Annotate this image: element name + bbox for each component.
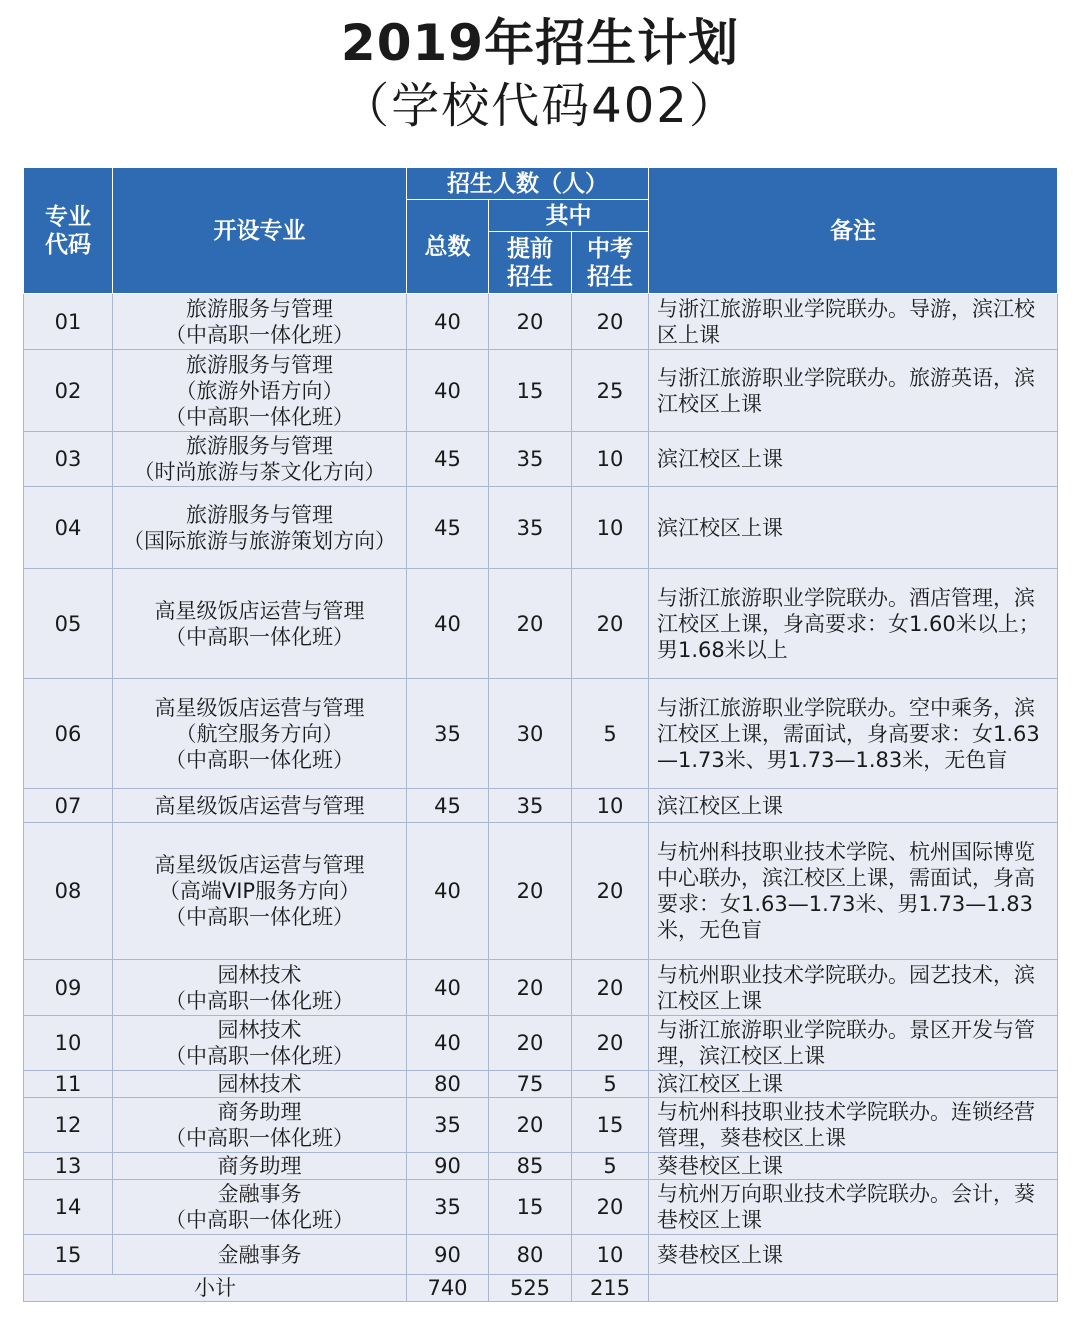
major-line: 金融事务 (217, 1242, 302, 1267)
table-row (24, 432, 1058, 487)
major-line: （中高职一体化班） (165, 747, 354, 772)
header-among: 其中 (489, 200, 649, 232)
code-cell: 11 (24, 1071, 113, 1098)
major-line: 旅游服务与管理 (186, 502, 333, 527)
major-line: 旅游服务与管理 (186, 352, 333, 377)
major-cell (113, 1235, 407, 1275)
major-cell (113, 350, 407, 432)
major-cell (113, 823, 407, 960)
major-cell (113, 432, 407, 487)
exam-cell: 10 (572, 487, 649, 569)
exam-cell: 5 (572, 1153, 649, 1180)
notes-cell: 滨江校区上课 (649, 789, 1058, 823)
notes-cell: 与杭州职业技术学院联办。园艺技术，滨江校区上课 (649, 960, 1058, 1016)
table-row (24, 569, 1058, 679)
total-cell: 40 (407, 960, 489, 1016)
notes-cell: 与杭州万向职业技术学院联办。会计，葵巷校区上课 (649, 1180, 1058, 1235)
early-cell: 20 (489, 1098, 572, 1153)
major-line: （高端VIP服务方向） (158, 879, 361, 903)
page-title: 2019年招生计划 (340, 14, 740, 72)
exam-cell: 5 (572, 679, 649, 789)
total-cell: 90 (407, 1235, 489, 1275)
table-row (24, 1180, 1058, 1235)
table-row (24, 823, 1058, 960)
total-cell: 40 (407, 294, 489, 350)
major-cell (113, 487, 407, 569)
table-row (24, 294, 1058, 350)
major-cell (113, 1071, 407, 1098)
subtotal-label: 小计 (24, 1275, 407, 1302)
total-cell: 40 (407, 1016, 489, 1071)
exam-cell: 10 (572, 432, 649, 487)
notes-cell: 滨江校区上课 (649, 487, 1058, 569)
major-line: 高星级饭店运营与管理 (154, 793, 365, 818)
table-row (24, 1071, 1058, 1098)
total-cell: 40 (407, 569, 489, 679)
table-row (24, 1098, 1058, 1153)
header-exam: 中考招生 (572, 232, 649, 294)
notes-cell: 与浙江旅游职业学院联办。酒店管理，滨江校区上课，身高要求：女1.60米以上；男1.68米以上 (649, 569, 1058, 679)
table-row (24, 1235, 1058, 1275)
header-notes: 备注 (649, 168, 1058, 294)
code-cell: 14 (24, 1180, 113, 1235)
total-cell: 80 (407, 1071, 489, 1098)
major-cell (113, 1016, 407, 1071)
early-cell: 20 (489, 1016, 572, 1071)
major-line: （航空服务方向） (175, 721, 344, 746)
notes-cell: 葵巷校区上课 (649, 1235, 1058, 1275)
notes-cell: 滨江校区上课 (649, 432, 1058, 487)
notes-cell: 与浙江旅游职业学院联办。景区开发与管理，滨江校区上课 (649, 1016, 1058, 1071)
code-cell: 03 (24, 432, 113, 487)
major-line: （中高职一体化班） (165, 624, 354, 649)
major-line: 旅游服务与管理 (186, 296, 333, 321)
code-cell: 07 (24, 789, 113, 823)
exam-cell: 20 (572, 1016, 649, 1071)
major-line: （国际旅游与旅游策划方向） (123, 528, 396, 553)
early-cell: 30 (489, 679, 572, 789)
early-cell: 80 (489, 1235, 572, 1275)
exam-cell: 20 (572, 1180, 649, 1235)
total-cell: 45 (407, 789, 489, 823)
total-cell: 35 (407, 1180, 489, 1235)
code-cell: 05 (24, 569, 113, 679)
subtotal-exam: 215 (572, 1275, 649, 1302)
table-row (24, 1153, 1058, 1180)
early-cell: 35 (489, 432, 572, 487)
major-line: （时尚旅游与茶文化方向） (133, 460, 386, 484)
code-cell: 10 (24, 1016, 113, 1071)
code-cell: 01 (24, 294, 113, 350)
notes-cell: 与杭州科技职业技术学院联办。连锁经营管理，葵巷校区上课 (649, 1098, 1058, 1153)
exam-cell: 20 (572, 823, 649, 960)
total-cell: 45 (407, 432, 489, 487)
notes-cell: 滨江校区上课 (649, 1071, 1058, 1098)
major-line: （中高职一体化班） (165, 404, 354, 429)
total-cell: 35 (407, 679, 489, 789)
early-cell: 35 (489, 789, 572, 823)
exam-cell: 20 (572, 960, 649, 1016)
major-line: （中高职一体化班） (165, 1208, 354, 1232)
exam-cell: 10 (572, 789, 649, 823)
page-subtitle: （学校代码402） (341, 78, 739, 134)
early-cell: 35 (489, 487, 572, 569)
table-row (24, 487, 1058, 569)
major-line: 商务助理 (217, 1100, 302, 1124)
header-major: 开设专业 (113, 168, 407, 294)
code-cell: 02 (24, 350, 113, 432)
header-code: 专业代码 (24, 168, 113, 294)
code-cell: 06 (24, 679, 113, 789)
exam-cell: 15 (572, 1098, 649, 1153)
early-cell: 20 (489, 823, 572, 960)
code-cell: 08 (24, 823, 113, 960)
major-cell (113, 1180, 407, 1235)
total-cell: 90 (407, 1153, 489, 1180)
major-line: 高星级饭店运营与管理 (154, 853, 365, 877)
major-line: 园林技术 (217, 962, 302, 987)
major-cell (113, 789, 407, 823)
major-line: 金融事务 (217, 1182, 302, 1206)
major-line: 高星级饭店运营与管理 (154, 598, 365, 623)
enrollment-table (23, 167, 1058, 1302)
table-header (24, 168, 1058, 294)
subtotal-row (24, 1275, 1058, 1302)
early-cell: 15 (489, 1180, 572, 1235)
early-cell: 75 (489, 1071, 572, 1098)
header-enrollment: 招生人数（人） (407, 168, 649, 200)
notes-cell: 与浙江旅游职业学院联办。旅游英语，滨江校区上课 (649, 350, 1058, 432)
major-cell (113, 569, 407, 679)
major-line: （旅游外语方向） (175, 378, 344, 403)
code-cell: 04 (24, 487, 113, 569)
total-cell: 45 (407, 487, 489, 569)
code-cell: 12 (24, 1098, 113, 1153)
notes-cell: 葵巷校区上课 (649, 1153, 1058, 1180)
code-cell: 13 (24, 1153, 113, 1180)
notes-cell: 与杭州科技职业技术学院、杭州国际博览中心联办，滨江校区上课，需面试，身高要求：女1.63—1.73米、男1.73—1.83米，无色盲 (649, 823, 1058, 960)
major-line: （中高职一体化班） (165, 1044, 354, 1068)
exam-cell: 10 (572, 1235, 649, 1275)
major-line: 商务助理 (217, 1154, 302, 1178)
major-cell (113, 1153, 407, 1180)
code-cell: 09 (24, 960, 113, 1016)
subtotal-total: 740 (407, 1275, 489, 1302)
exam-cell: 25 (572, 350, 649, 432)
major-cell (113, 294, 407, 350)
major-cell (113, 960, 407, 1016)
table-body (24, 294, 1058, 1302)
early-cell: 85 (489, 1153, 572, 1180)
major-line: （中高职一体化班） (165, 988, 354, 1013)
major-cell (113, 679, 407, 789)
early-cell: 20 (489, 294, 572, 350)
table-row (24, 350, 1058, 432)
total-cell: 40 (407, 350, 489, 432)
table-row (24, 960, 1058, 1016)
total-cell: 40 (407, 823, 489, 960)
subtotal-notes (649, 1275, 1058, 1302)
notes-cell: 与浙江旅游职业学院联办。导游，滨江校区上课 (649, 294, 1058, 350)
header-total: 总数 (407, 200, 489, 294)
early-cell: 20 (489, 960, 572, 1016)
major-line: （中高职一体化班） (165, 1126, 354, 1150)
notes-cell: 与浙江旅游职业学院联办。空中乘务，滨江校区上课，需面试，身高要求：女1.63—1.73米、男1.73—1.83米，无色盲 (649, 679, 1058, 789)
early-cell: 20 (489, 569, 572, 679)
total-cell: 35 (407, 1098, 489, 1153)
exam-cell: 5 (572, 1071, 649, 1098)
table-row (24, 789, 1058, 823)
code-cell: 15 (24, 1235, 113, 1275)
header-early: 提前招生 (489, 232, 572, 294)
subtotal-early: 525 (489, 1275, 572, 1302)
major-cell (113, 1098, 407, 1153)
table-row (24, 679, 1058, 789)
major-line: 园林技术 (217, 1072, 302, 1096)
major-line: 园林技术 (217, 1018, 302, 1042)
table-row (24, 1016, 1058, 1071)
major-line: 高星级饭店运营与管理 (154, 695, 365, 720)
major-line: （中高职一体化班） (165, 322, 354, 347)
exam-cell: 20 (572, 569, 649, 679)
exam-cell: 20 (572, 294, 649, 350)
major-line: （中高职一体化班） (165, 905, 354, 929)
early-cell: 15 (489, 350, 572, 432)
major-line: 旅游服务与管理 (186, 434, 333, 458)
